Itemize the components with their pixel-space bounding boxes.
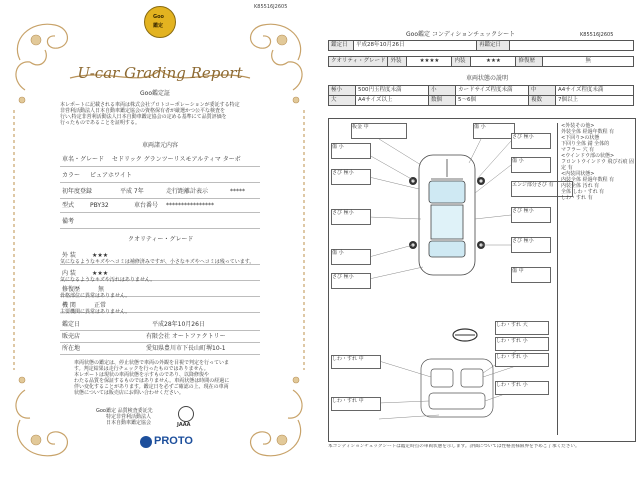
footer-line: 特定非営利活動法人 xyxy=(106,414,152,420)
interior-stars: ★★★ xyxy=(92,270,109,277)
notes-paragraph xyxy=(74,360,264,396)
damage-callout: しわ・すれ 小 xyxy=(495,353,549,367)
note-line: フロントウインドウ 飛び石痕 固 xyxy=(561,159,635,165)
chassis-value: **************** xyxy=(166,202,214,209)
address-label: 所在地 xyxy=(62,345,81,352)
legend-cell: 中 xyxy=(529,86,556,96)
row-remarks xyxy=(60,214,260,229)
repair-desc: 骨格部位に異常はありません。 xyxy=(60,293,131,299)
note-line: 伴い変化することがあります。鑑定日を必ずご確認の上、現在の車両 xyxy=(74,384,229,390)
proto-brand: PROTO xyxy=(154,435,193,447)
mechanical-label: 機 関 xyxy=(62,302,76,309)
type-label: 型式 xyxy=(62,202,75,209)
damage-callout: さび 極小 xyxy=(331,209,371,225)
legend-cell: A4サイズ以上 xyxy=(356,96,429,106)
damage-callout: しわ・すれ 中 xyxy=(331,355,381,369)
report-subtitle: Goo鑑定証 xyxy=(140,90,170,97)
jaaa-text: JAAA xyxy=(177,422,191,428)
report-title: U-car Grading Report xyxy=(77,64,243,82)
damage-callout: さび 極小 xyxy=(511,133,551,149)
legend-cell: 5～6個 xyxy=(456,96,529,106)
recheck-label: 再鑑定日 xyxy=(477,41,510,51)
note-line: す。判定結果は走行チェックを行ったものではありません。 xyxy=(74,366,209,372)
damage-callout: さび 極小 xyxy=(511,237,551,253)
note-line: 外装全体 経過年数程 有 xyxy=(561,129,615,135)
legend-row xyxy=(329,86,634,96)
damage-callout: 傷 小 xyxy=(473,123,515,139)
legend-cell: A4サイズ程度未満 xyxy=(556,86,634,96)
note-line: <下回り>の状態 xyxy=(561,135,600,141)
damage-callout: しわ・すれ 大 xyxy=(495,321,549,335)
damage-callout: 板金 中 xyxy=(351,123,407,139)
intro-line: 本レポートに記載される車両は株式会社プロトコーポレーションが委託する特定 xyxy=(60,102,240,108)
interior-label: 内装 xyxy=(452,57,471,67)
date-table xyxy=(328,40,634,51)
repair-label: 修復歴 xyxy=(62,286,81,293)
quality-heading: クオリティー・グレード xyxy=(128,236,194,243)
row-interior xyxy=(60,266,260,281)
model-value: セドリック グランツーリスモアルティマ ターボ xyxy=(112,156,241,163)
condition-check-sheet xyxy=(322,0,640,480)
legend-cell: カードサイズ程度未満 xyxy=(456,86,529,96)
note-line: 車両状態の鑑定は、停止状態で車両の外観を目視で判定を行っていま xyxy=(74,360,230,366)
interior-label: 内 装 xyxy=(62,270,76,277)
jaaa-emblem-icon xyxy=(178,406,194,422)
row-registration xyxy=(60,184,260,199)
color-value: ピュアホワイト xyxy=(90,172,132,179)
note-line: 内装全体 汚れ 有 xyxy=(561,183,600,189)
note-line: 本レポートは現状の車両状態を示すものであり、以降修復や xyxy=(74,372,210,378)
remarks-label: 備考 xyxy=(62,218,75,225)
note-line: 全体 しわ・すれ 有 xyxy=(561,189,605,195)
mileage-value: ***** xyxy=(230,188,245,195)
row-model xyxy=(60,152,260,167)
quality-label: クオリティ・グレード xyxy=(329,57,388,67)
type-value: PBY32 xyxy=(90,202,109,209)
intro-line: 行ったものであることを証明する。 xyxy=(60,120,141,126)
exterior-label: 外装 xyxy=(388,57,407,67)
row-mechanical xyxy=(60,298,260,313)
damage-callout: さび 極小 xyxy=(331,169,371,185)
exterior-stars: ★★★ xyxy=(92,252,109,259)
model-label: 車名・グレード xyxy=(62,156,105,163)
row-type xyxy=(60,198,260,213)
legend-cell: 数個 xyxy=(429,96,456,106)
note-line: 下回り全体 錆 全体的 xyxy=(561,141,610,147)
chassis-label: 車台番号 xyxy=(134,202,159,209)
repair-value: 無 xyxy=(98,286,105,293)
legend-cell: 極小 xyxy=(329,86,356,96)
damage-callout: しわ・すれ 中 xyxy=(331,397,381,411)
shop-label: 販売店 xyxy=(62,333,81,340)
legend-table xyxy=(328,85,634,106)
legend-cell: 500円玉程度未満 xyxy=(356,86,429,96)
note-line: しわ・すれ 有 xyxy=(561,195,593,201)
legend-cell: 複数 xyxy=(529,96,556,106)
goo-seal-logo xyxy=(144,6,176,38)
note-line: 状態については販売店にお問い合わせください。 xyxy=(74,390,184,396)
legend-cell: 大 xyxy=(329,96,356,106)
note-line: マフラー 穴 有 xyxy=(561,147,595,153)
note-line: <内装同状態> xyxy=(561,171,595,177)
sheet-code: K85516J2605 xyxy=(580,32,614,38)
quality-table xyxy=(328,56,634,67)
date-label: 鑑定日 xyxy=(62,321,81,328)
seal-text-top: Goo xyxy=(153,14,164,20)
damage-callout: しわ・すれ 小 xyxy=(495,381,549,395)
registration-label: 初年度登録 xyxy=(62,188,93,195)
legend-cell: 小 xyxy=(429,86,456,96)
shop-value: 有限会社 オートファクトリー xyxy=(146,333,226,340)
grading-report-certificate xyxy=(0,0,318,480)
note-line: 定 有 xyxy=(561,165,573,171)
row-address xyxy=(60,342,260,355)
damage-callout: 傷 小 xyxy=(331,143,371,159)
damage-callout: しわ・すれ 小 xyxy=(495,337,549,351)
date-value: 平成28年10月26日 xyxy=(354,41,477,51)
car-diagram-area xyxy=(328,118,636,442)
row-color xyxy=(60,168,260,183)
repair-value: 無 xyxy=(543,57,634,67)
mechanical-value: 正常 xyxy=(94,302,107,309)
color-label: カラー xyxy=(62,172,81,179)
seal-text-bottom: 鑑定 xyxy=(153,23,164,29)
footer-line: 日本自動車鑑定協会 xyxy=(106,420,152,426)
exterior-label: 外 装 xyxy=(62,252,76,259)
note-line: 内装全体 経過年数程 有 xyxy=(561,177,615,183)
damage-callout: 傷 小 xyxy=(331,249,371,265)
row-exterior xyxy=(60,248,260,265)
specs-heading: 車両諸元内容 xyxy=(142,142,179,149)
legend-row xyxy=(329,96,634,106)
mechanical-desc: 主要機関に異常はありません。 xyxy=(60,309,131,315)
explain-heading: 車両状態の説明 xyxy=(466,75,509,82)
footer-line: Goo鑑定 品質検査委託先 xyxy=(96,408,153,414)
row-repair xyxy=(60,282,260,297)
interior-stars: ★★★ xyxy=(471,57,516,67)
exterior-stars: ★★★★ xyxy=(407,57,452,67)
interior-desc: 気になるようなキズや汚れはありません。 xyxy=(60,277,156,283)
note-line: <外装その他> xyxy=(561,123,595,129)
note-line: わたる品質を保証するものではありません。車両状態は時間の経過に xyxy=(74,378,230,384)
recheck-value xyxy=(510,41,634,51)
damage-callout: エンジ部分さび 有 xyxy=(511,181,573,197)
certificate-code: K85516J2605 xyxy=(254,4,288,10)
exterior-desc: 気になるようなキズやヘコミは補修済みですが、小さなキズやヘコミは残っています。 xyxy=(60,259,255,265)
damage-callout: さび 極小 xyxy=(511,207,551,223)
intro-line: 行い,特定非営利活動法人日本自動車鑑定協会の定める基準にて品質評価を xyxy=(60,114,227,120)
intro-paragraph xyxy=(60,102,265,126)
address-value: 愛知県豊川市下長山町堺10-1 xyxy=(146,345,226,352)
note-line: <ウインドウ部の状態> xyxy=(561,153,615,159)
damage-callout: 傷 小 xyxy=(511,157,551,173)
mileage-label: 走行距離計表示 xyxy=(166,188,209,195)
sheet-footer: 本コンディションチェックシートは鑑定時点の車両状態を示します。評価については性格査様限界を予めご了承ください。 xyxy=(328,444,580,449)
damage-callout: 傷 中 xyxy=(511,267,551,283)
proto-logo-icon xyxy=(140,436,152,448)
sheet-title: Goo鑑定 コンディションチェックシート xyxy=(406,31,516,38)
date-value: 平成28年10月26日 xyxy=(152,321,205,328)
legend-cell: 7個以上 xyxy=(556,96,634,106)
condition-notes xyxy=(557,123,637,435)
footer-org xyxy=(96,408,176,426)
repair-label: 修復歴 xyxy=(516,57,543,67)
registration-value: 平成 7年 xyxy=(120,188,144,195)
date-label: 鑑定日 xyxy=(329,41,354,51)
damage-callout: さび 極小 xyxy=(331,273,371,289)
intro-line: 非営利活動法人日本自動車鑑定協会の資格保有者が厳選かつ公平な検査を xyxy=(60,108,226,114)
